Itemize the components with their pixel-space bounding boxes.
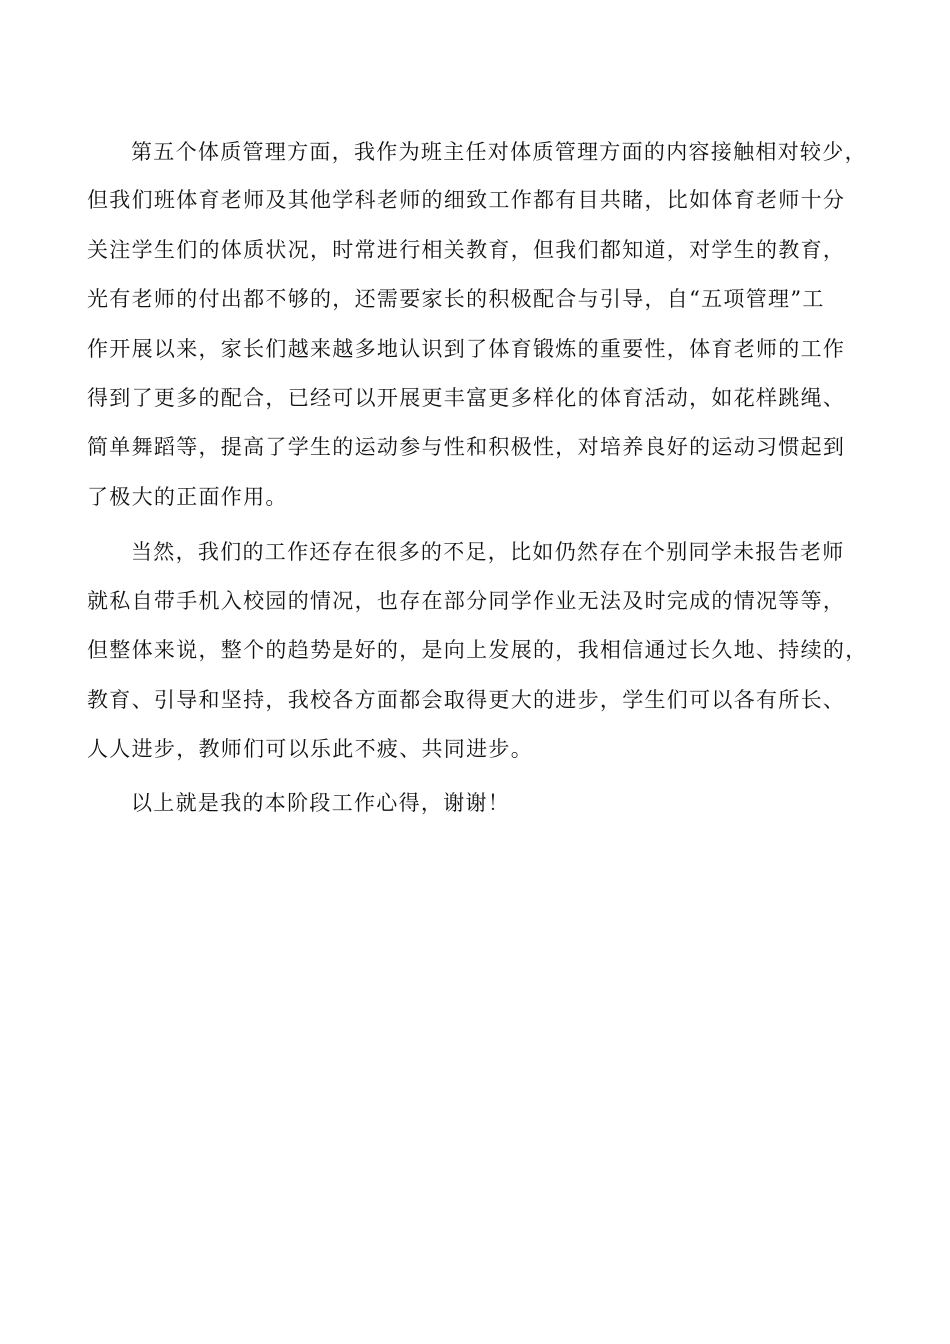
paragraph-line: 但我们班体育老师及其他学科老师的细致工作都有目共睹，比如体育老师十分 — [87, 188, 846, 212]
paragraph-line: 但整体来说，整个的趋势是好的，是向上发展的，我相信通过长久地、持续的， — [87, 638, 868, 662]
paragraph-line: 就私自带手机入校园的情况，也存在部分同学作业无法及时完成的情况等等， — [87, 589, 846, 613]
paragraph-line: 简单舞蹈等，提高了学生的运动参与性和积极性，对培养良好的运动习惯起到 — [87, 435, 846, 459]
paragraph-line: 光有老师的付出都不够的，还需要家长的积极配合与引导，自“五项管理”工 — [87, 287, 825, 311]
paragraph-line: 人人进步，教师们可以乐此不疲、共同进步。 — [87, 737, 533, 761]
paragraph-line: 教育、引导和坚持，我校各方面都会取得更大的进步，学生们可以各有所长、 — [87, 688, 846, 712]
paragraph-line: 当然，我们的工作还存在很多的不足，比如仍然存在个别同学未报告老师 — [131, 540, 845, 564]
paragraph-line: 关注学生们的体质状况，时常进行相关教育，但我们都知道，对学生的教育， — [87, 238, 846, 262]
paragraph-line: 作开展以来，家长们越来越多地认识到了体育锻炼的重要性，体育老师的工作 — [87, 337, 846, 361]
paragraph-line: 得到了更多的配合，已经可以开展更丰富更多样化的体育活动，如花样跳绳、 — [87, 386, 846, 410]
paragraph-line: 第五个体质管理方面，我作为班主任对体质管理方面的内容接触相对较少， — [131, 140, 867, 164]
paragraph-line: 以上就是我的本阶段工作心得，谢谢！ — [131, 791, 511, 815]
paragraph-line: 了极大的正面作用。 — [87, 485, 288, 509]
